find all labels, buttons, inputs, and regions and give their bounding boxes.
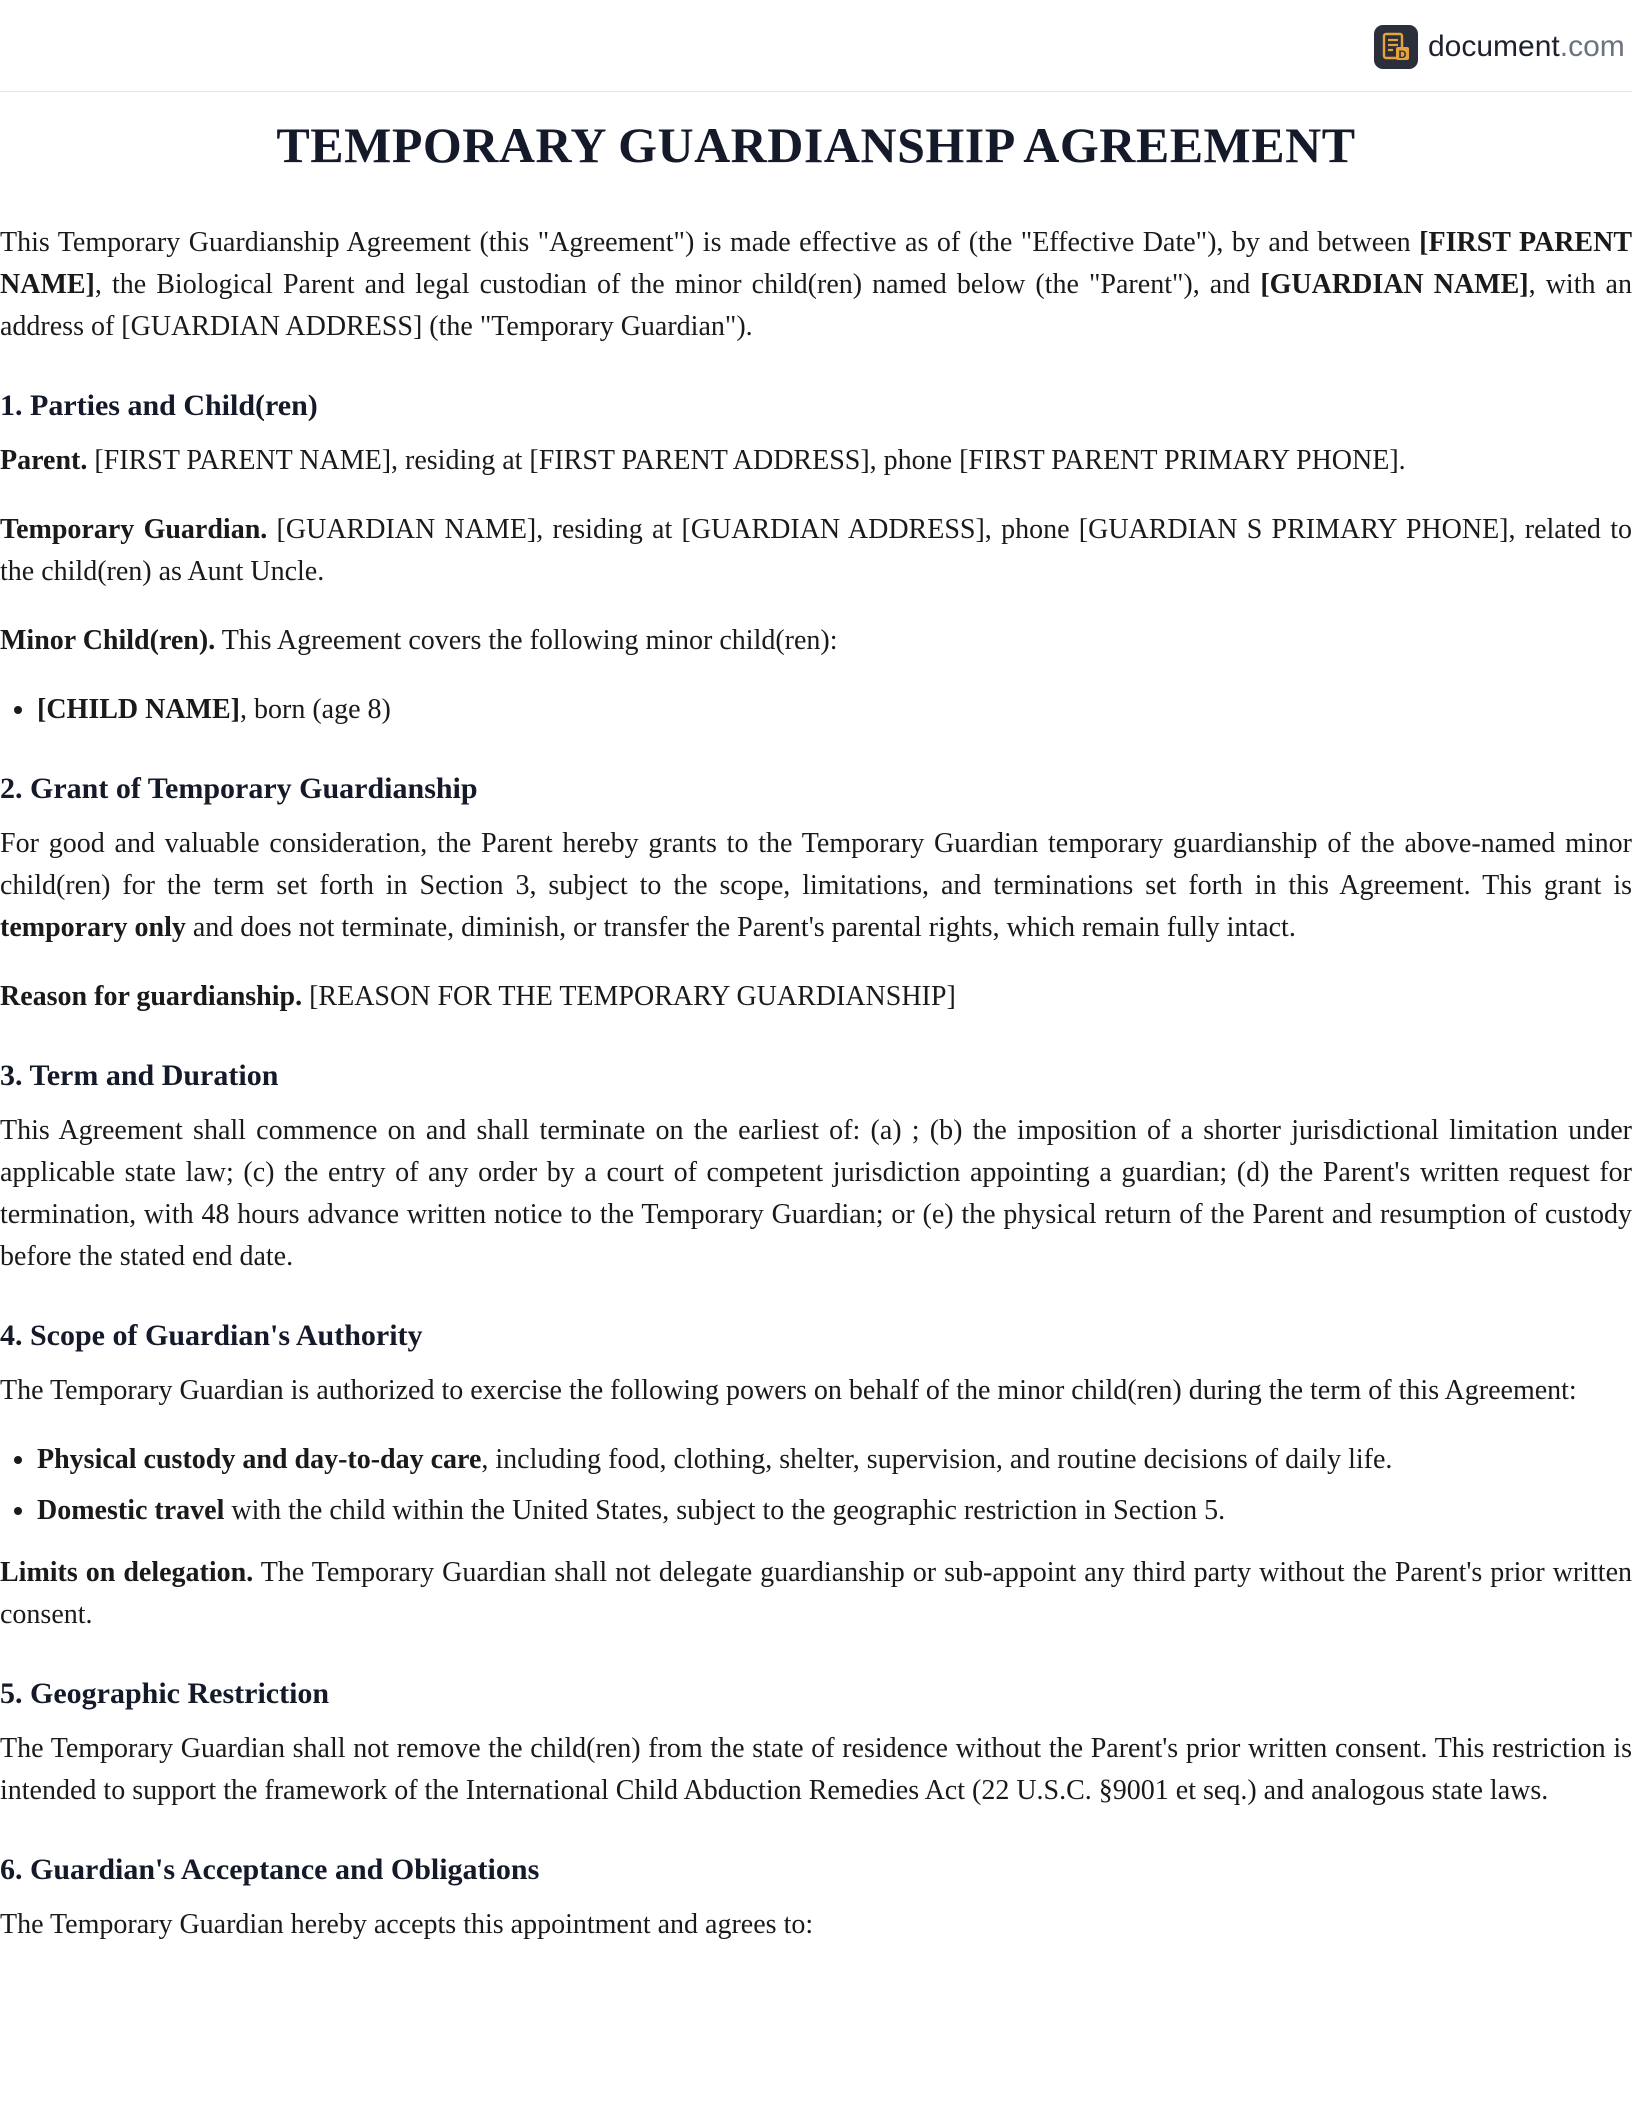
authority-list: [0, 1439, 1632, 1532]
section-5-heading: 5. Geographic Restriction: [0, 1677, 330, 1710]
minor-children-paragraph: [0, 620, 1632, 662]
minor-children-text: This Agreement covers the following minor child(ren):: [215, 625, 838, 656]
guardian-paragraph: [0, 509, 1632, 593]
limits-text: The Temporary Guardian shall not delegate guardianship or sub-appoint any third party without the Parent's prior written consent.: [0, 1557, 1632, 1630]
children-list: [0, 689, 1632, 731]
list-item: [37, 689, 1632, 731]
authority-item-text: , including food, clothing, shelter, supervision, and routine decisions of daily life.: [481, 1444, 1393, 1475]
section-6-heading: 6. Guardian's Acceptance and Obligations: [0, 1853, 540, 1886]
minor-children-label: Minor Child(ren).: [0, 625, 216, 656]
authority-item-text: with the child within the United States, subject to the geographic restriction in Section 5.: [224, 1495, 1226, 1526]
intro-first-parent-name: [FIRST PARENT NAME]: [0, 227, 1632, 300]
svg-text:D: D: [1398, 49, 1407, 61]
authority-item-label: Physical custody and day-to-day care: [37, 1444, 482, 1475]
document-title: TEMPORARY GUARDIANSHIP AGREEMENT: [276, 117, 1356, 173]
authority-item-label: Domestic travel: [37, 1495, 225, 1526]
section-3-heading: 3. Term and Duration: [0, 1059, 279, 1092]
grant-text-2: and does not terminate, diminish, or transfer the Parent's parental rights, which remain fully intact.: [185, 912, 1296, 943]
section-2-heading: 2. Grant of Temporary Guardianship: [0, 772, 478, 805]
intro-guardian-name: [GUARDIAN NAME]: [1260, 269, 1529, 300]
section-1-heading: 1. Parties and Child(ren): [0, 389, 318, 422]
list-item: [37, 1439, 1632, 1481]
reason-paragraph: [0, 976, 1632, 1018]
geographic-paragraph: The Temporary Guardian shall not remove the child(ren) from the state of residence without the Parent's prior written consent. This restriction is intended to support the framework of the International Child Abduction Remedies Act (22 U.S.C. §9001 et seq.) and analogous state laws.: [0, 1733, 1632, 1806]
brand-name-main: document: [1428, 30, 1560, 63]
reason-label: Reason for guardianship.: [0, 981, 303, 1012]
page-header: [0, 0, 1632, 92]
list-item: [37, 1490, 1632, 1532]
intro-text-3: , with an address of [GUARDIAN ADDRESS] (the "Temporary Guardian").: [0, 269, 1632, 342]
term-paragraph: This Agreement shall commence on and shall terminate on the earliest of: (a) ; (b) the imposition of a shorter jurisdictional limitation under applicable state law; (c) the entry of any order by a court of competent jurisdiction appointing a guardian; (d) the Parent's written request for termination, with 48 hours advance written notice to the Temporary Guardian; or (e) the physical return of the Parent and resumption of custody before the stated end date.: [0, 1115, 1632, 1272]
reason-text: [REASON FOR THE TEMPORARY GUARDIANSHIP]: [302, 981, 956, 1012]
parent-paragraph: [0, 440, 1632, 482]
brand-name-tld: .com: [1559, 30, 1625, 63]
parent-label: Parent.: [0, 445, 88, 476]
intro-text-1: This Temporary Guardianship Agreement (this "Agreement") is made effective as of (the "Effective Date"), by and between: [0, 227, 1420, 258]
grant-temporary-only: temporary only: [0, 912, 186, 943]
grant-text-1: For good and valuable consideration, the Parent hereby grants to the Temporary Guardian temporary guardianship of the above-named minor child(ren) for the term set forth in Section 3, subject to the scope, limitations, and terminations set forth in this Agreement. This grant is: [0, 828, 1632, 901]
section-4-heading: 4. Scope of Guardian's Authority: [0, 1319, 423, 1352]
document-body: [0, 92, 1632, 1946]
limits-label: Limits on delegation.: [0, 1557, 254, 1588]
child-text: , born (age 8): [240, 694, 391, 725]
child-name: [CHILD NAME]: [37, 694, 240, 725]
brand-name: [1428, 27, 1625, 67]
acceptance-paragraph: The Temporary Guardian hereby accepts this appointment and agrees to:: [0, 1909, 814, 1940]
document-logo-icon: [1374, 25, 1418, 69]
limits-paragraph: [0, 1552, 1632, 1636]
parent-text: [FIRST PARENT NAME], residing at [FIRST PARENT ADDRESS], phone [FIRST PARENT PRIMARY PHONE].: [87, 445, 1406, 476]
document-logo-glyph: [1381, 32, 1411, 62]
guardian-text: [GUARDIAN NAME], residing at [GUARDIAN ADDRESS], phone [GUARDIAN S PRIMARY PHONE], related to the child(ren) as Aunt Uncle.: [0, 514, 1632, 587]
grant-paragraph: [0, 823, 1632, 949]
intro-paragraph: [0, 222, 1632, 348]
brand-link[interactable]: [1374, 24, 1632, 70]
intro-text-2: , the Biological Parent and legal custodian of the minor child(ren) named below (the "Parent"), and: [94, 269, 1261, 300]
authority-intro-paragraph: The Temporary Guardian is authorized to exercise the following powers on behalf of the minor child(ren) during the term of this Agreement:: [0, 1375, 1577, 1406]
guardian-label: Temporary Guardian.: [0, 514, 268, 545]
